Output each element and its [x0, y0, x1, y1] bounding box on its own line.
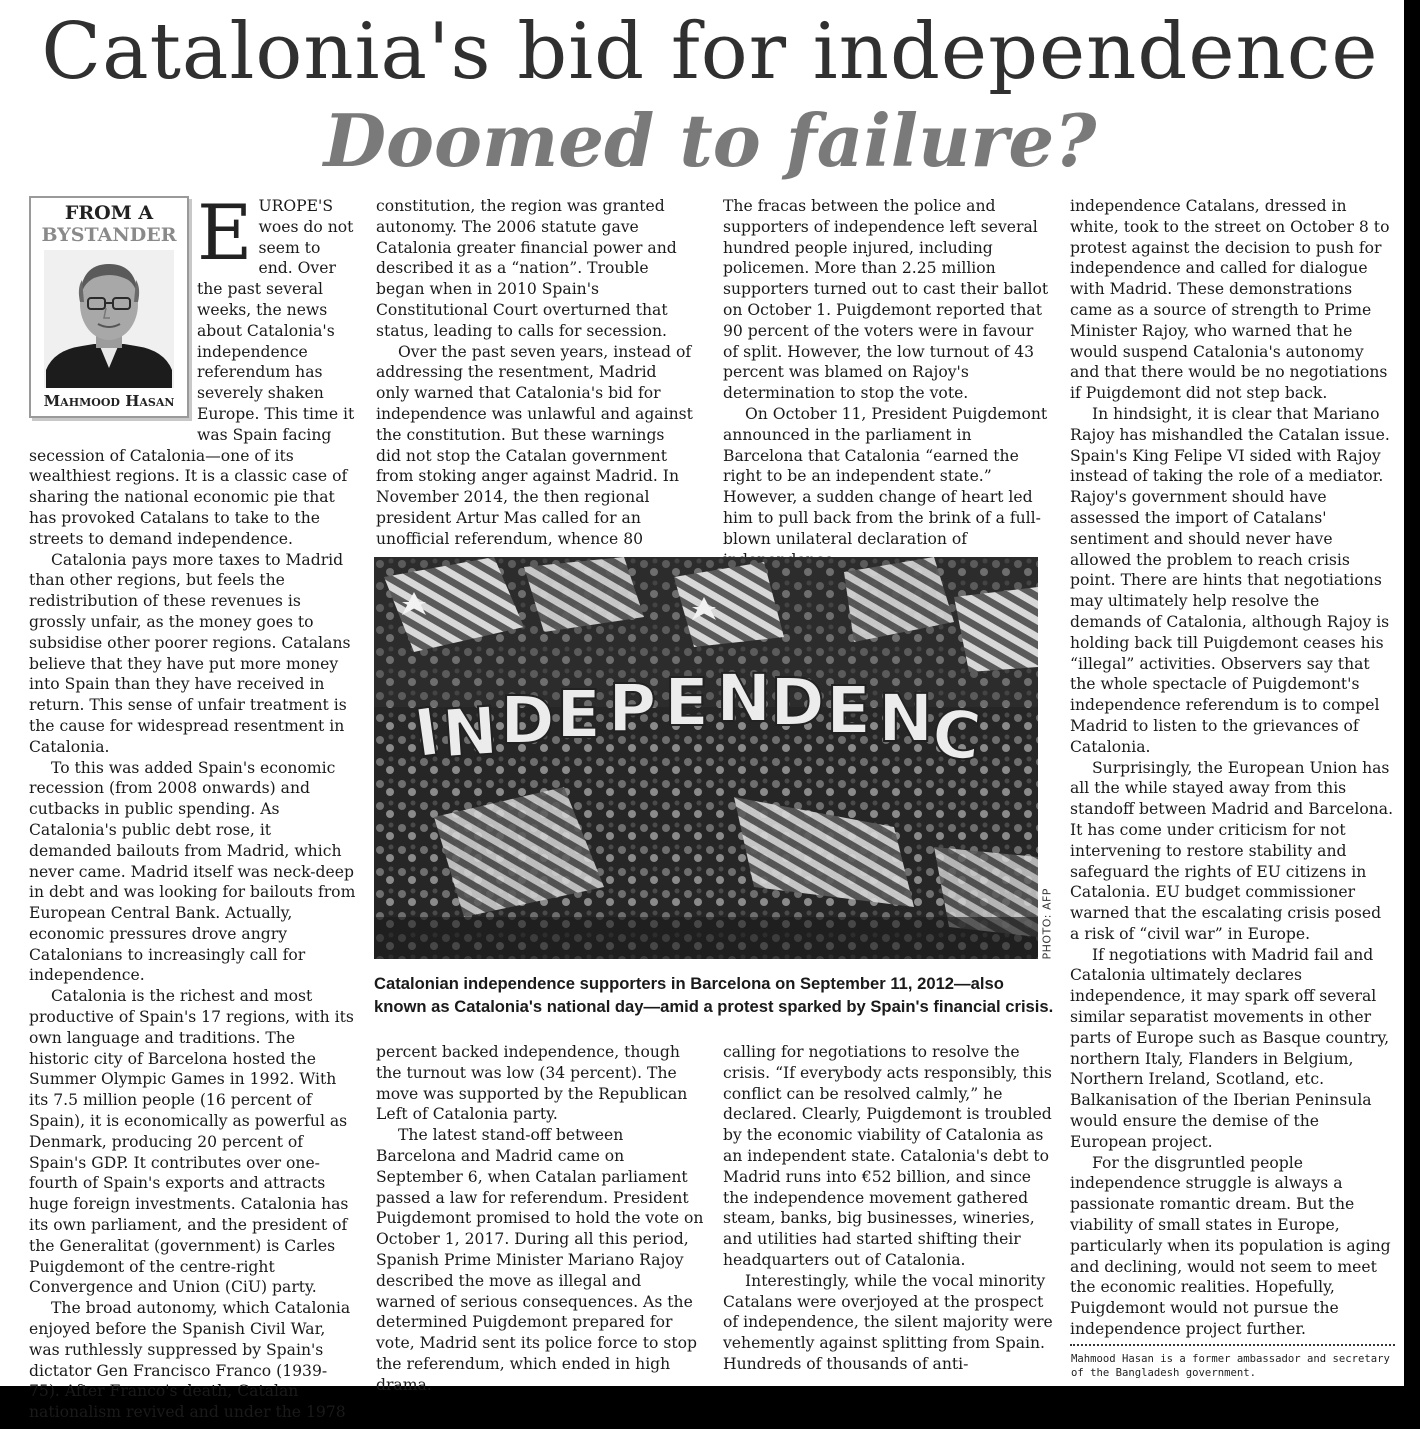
crowd-photo-graphic [374, 557, 1038, 959]
article-column-2-top [376, 196, 694, 550]
svg-text:N: N [716, 660, 772, 737]
paragraph-12: If negotiations with Madrid fail and Catalonia ultimately declares independence, it may spark off several similar separatist movements in other parts of Europe such as Basque country, northern Italy, Flanders in Belgium, Northern Ireland, Scotland, etc. Balkanisation of the Iberian Peninsula would ensure the demise of the European project. [1070, 945, 1390, 1151]
author-bio: Mahmood Hasan is a former ambassador and secretary of the Bangladesh government. [1071, 1353, 1390, 1379]
paragraph-8: On October 11, President Puigdemont announced in the parliament in Barcelona that Catalonia “earned the right to be an independent state.” However, a sudden change of heart led him to pull back from the brink of a full-blown unilateral declaration of [723, 404, 1048, 548]
paragraph-13: For the disgruntled people independence struggle is always a passionate romantic dream. But the viability of small states in Europe, particularly when its population is aging and declining, would not seem to meet the economic realities. Hopefully, Puigdemont would not pursue the independence project further. [1070, 1153, 1391, 1339]
paragraph-11: Surprisingly, the European Union has all the while stayed away from this standoff between Madrid and Barcelona. It has come under criticism for not intervening to restore stability and safeguard the rights of EU citizens in Catalonia. EU budget commissioner warned that the escalating crisis posed a risk of “civil war” in Europe. [1070, 758, 1394, 943]
article-column-4 [1070, 196, 1395, 1340]
svg-text:E: E [664, 664, 710, 741]
paragraph-10: In hindsight, it is clear that Mariano Rajoy has mishandled the Catalan issue. Spain's King Felipe VI sided with Rajoy instead of taking the role of a mediator. Rajoy's government should have assessed the import of Catalans' sentiment and should never have allowed the problem to reach crisis point. There are hints that negotiations may ultimately help resolve the demands of Catalonia, although Rajoy is holding back till Puigdemont ceases his “illegal” activities. Observers say that the whole spectacle of Puigdemont's independence referendum is to compel Madrid to listen to the grievances of Catalonia. [1070, 404, 1390, 756]
paragraph-5-continued: constitution, the region was granted autonomy. The 2006 statute gave Catalonia greater financial power and described it as a “nation”. Trouble began when in 2010 Spain's Constitutional Court overturned that status, leading to calls for secession. [376, 197, 677, 340]
svg-text:N: N [439, 692, 501, 773]
paragraph-3: To this was added Spain's economic recession (from 2008 onwards) and cutbacks in public spending. As Catalonia's public debt rose, it demanded bailouts from Madrid, which never came. Madrid itself was neck-deep in debt and was looking for bailouts from European Central Bank. Actually, economic pressures drove angry Catalonians to increasingly call for independence. [29, 758, 356, 985]
paragraph-4: Catalonia is the richest and most productive of Spain's 17 regions, with its own language and traditions. The historic city of Barcelona hosted the Summer Olympic Games in 1992. With its 7.5 million people (16 percent of Spain), it is economically as powerful as Denmark, producing 20 percent of Spain's GDP. It contributes over one-fourth of Spain's exports and attracts huge foreign investments. Catalonia has its own parliament, and the president of the Generalitat (government) is Carles Puigdemont of the centre-right Convergence and Union (CiU) party. [29, 987, 354, 1297]
paragraph-9: Interestingly, while the vocal minority Catalans were overjoyed at the prospect of independence, the silent majority were vehemently against splitting from Spain. Hundreds of thousands of anti- [723, 1271, 1053, 1373]
svg-text:P: P [608, 670, 657, 747]
article-column-3-top [723, 196, 1053, 570]
paragraph-8-continued: calling for negotiations to resolve the crisis. “If everybody acts responsibly, this conflict can be resolved calmly,” he declared. Clearly, Puigdemont is troubled by the economic viability of Catalonia as an independent state. Catalonia's debt to Madrid runs into €52 billion, and since the independence movement gathered steam, banks, big businesses, wineries, and utilities had started shifting their headquarters out of Catalonia. [723, 1043, 1052, 1269]
svg-text:E: E [556, 676, 602, 753]
column-box-line2: BYSTANDER [41, 224, 177, 246]
column-box-author: Mahmood Hasan [43, 392, 175, 410]
paragraph-6-continued: percent backed independence, though the turnout was low (34 percent). The move was supported by the Republican Left of Catalonia party. [376, 1043, 688, 1124]
author-portrait-graphic [44, 250, 174, 388]
article-column-3-bottom [723, 1042, 1053, 1375]
svg-text:D: D [500, 682, 555, 759]
column-box [29, 196, 189, 418]
photo-credit-text: PHOTO: AFP [1040, 888, 1054, 960]
subheadline: Doomed to failure? [323, 98, 1097, 183]
photo-caption: Catalonian independence supporters in Barcelona on September 11, 2012—also known as Catalonia's national day—amid a protest sparked by Spain's financial crisis. [374, 974, 1054, 1016]
paragraph-7: The latest stand-off between Barcelona and Madrid came on September 6, when Catalan parliament passed a law for referendum. President Puigdemont promised to hold the vote on October 1, 2017. During all this period, Spanish Prime Minister Mariano Rajoy described the move as illegal and warned of serious consequences. As the determined Puigdemont prepared for vote, Madrid sent its police force to stop the referendum, which ended in high drama. [376, 1126, 704, 1394]
news-photo [374, 557, 1038, 959]
paragraph-7-continued: The fracas between the police and supporters of independence left several hundred people injured, including policemen. More than 2.25 million supporters turned out to cast their ballot on October 1. Puigdemont reported that 90 percent of the voters were in favour of split. However, the low turnout of 43 percent was blamed on Rajoy's determination to stop the vote. [723, 197, 1049, 403]
svg-text:C: C [928, 694, 985, 776]
svg-text:E: E [826, 672, 872, 749]
svg-text:I: I [409, 693, 445, 773]
photo-credit [1040, 880, 1054, 960]
author-photo [44, 250, 174, 388]
column-box-line1: FROM A [64, 202, 154, 224]
svg-text:D: D [770, 664, 825, 741]
svg-text:N: N [878, 680, 934, 757]
paragraph-1-text: UROPE'S woes do not seem to end. Over the past several weeks, the news about Catalonia's independence referendum has severely shaken Europe. This time it was Spain facing secession of Catalonia—one of its wealthiest regions. It is a classic case of sharing the national economic pie that has provoked Catalans to take to the streets to demand independence. [29, 197, 355, 548]
article-column-2-bottom [376, 1042, 704, 1396]
paragraph-5: The broad autonomy, which Catalonia enjoyed before the Spanish Civil War, was ruthlessly suppressed by Spain's dictator Gen Francisco Franco (1939-75). After Franco's death, Catalan nationalism revived and under the 1978 [29, 1299, 351, 1422]
drop-cap: E [197, 188, 253, 277]
bio-divider [1070, 1344, 1395, 1346]
paragraph-9-continued: independence Catalans, dressed in white, took to the street on October 8 to protest against the decision to push for independence and called for dialogue with Madrid. These demonstrations came as a source of strength to Prime Minister Rajoy, who warned that he would suspend Catalonia's autonomy and that there would be no negotiations if Puigdemont did not step back. [1070, 197, 1390, 403]
article-column-1 [29, 188, 357, 1423]
paragraph-2: Catalonia pays more taxes to Madrid than other regions, but feels the redistribution of these revenues is grossly unfair, as the money goes to subsidise other poorer regions. Catalans believe that they have put more money into Spain than they have received in return. This sense of unfair treatment is the cause for widespread resentment in Catalonia. [29, 550, 351, 756]
headline: Catalonia's bid for independence [41, 7, 1379, 97]
paragraph-6: Over the past seven years, instead of addressing the resentment, Madrid only warned that Catalonia's bid for independence was unlawful and against the constitution. But these warnings did not stop the Catalan government from stoking anger against Madrid. In November 2014, the then regional president Artur Mas called for an unofficial referendum, whence 80 [376, 342, 693, 548]
